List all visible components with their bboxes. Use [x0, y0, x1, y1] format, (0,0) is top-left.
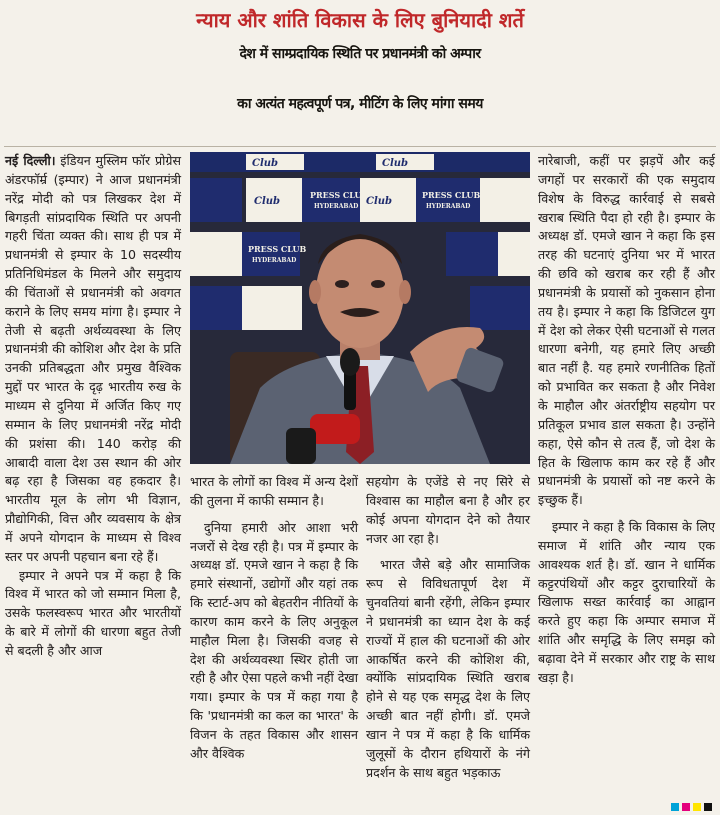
paragraph: दुनिया हमारी ओर आशा भरी नजरों से देख रही है। पत्र में इम्पार के अध्यक्ष डॉ. एमजे खान ने कहा है कि हमारे संस्थानों, उद्योगों और यहां तक कि स्टार्ट-अप को बेहतरीन नीतियों के कारण काम करने के लिए अनुकूल माहौल मिला है। जिसकी वजह से देश की अर्थव्यवस्था स्थिर होती जा रही है और ऐसा पहले कभी नहीं देखा गया। इम्पार के पत्र में कहा गया है कि 'प्रधानमंत्री का कल का भारत' के विजन के तहत विकास और शासन और वैश्विक — [190, 519, 358, 761]
article-column-2 — [190, 473, 358, 764]
headline-line-1: देश में साम्प्रदायिक स्थिति पर प्रधानमंत्री को अम्पार — [239, 46, 481, 62]
dateline: नई दिल्ली। — [5, 153, 56, 168]
paragraph: नारेबाजी, कहीं पर झड़पें और कई जगहों पर सरकारों की एक समुदाय विशेष के विरुद्ध कार्रवाई से सबसे खराब स्थिति पैदा हो रही है। इम्पार के अध्यक्ष डॉ. एमजे खान ने कहा कि इस तरह की घटनाएं दुनिया भर में भारत की छवि को खराब कर रही हैं और प्रधानमंत्री के प्रयासों को नुकसान होना तय है। इम्पार ने कहा कि डिजिटल युग में देश को लेकर ऐसी घटनाओं से गलत धारणा बनेगी, यह हमारे लिए अच्छी बात नहीं है. यह हमारे रणनीतिक हितों को प्रभावित कर सकता है और निवेश के माहौल और अंतर्राष्ट्रीय सहयोग पर प्रतिकूल प्रभाव डाल सकता है। उन्होंने कहा, ऐसे कौन से तत्व हैं, जो देश के हित के खिलाफ काम कर रहे हैं और प्रधानमंत्री के प्रयासों को नष्ट करने के इच्छुक हैं। — [538, 153, 715, 508]
press-conference-photo — [190, 152, 530, 464]
news-photo — [190, 152, 530, 464]
paragraph: सहयोग के एजेंडे से नए सिरे से विश्वास का माहौल बना है और हर कोई अपना योगदान देने को तैयार नजर आ रहा है। — [366, 474, 530, 546]
article-column-3 — [366, 473, 530, 783]
print-registration-marks — [671, 803, 712, 811]
backdrop-logo-text: Club — [254, 196, 281, 207]
paragraph: इम्पार ने कहा है कि विकास के लिए समाज में शांति और न्याय एक आवश्यक शर्त है। डॉ. खान ने धार्मिक कट्टरपंथियों और कट्टर दुराचारियों के खिलाफ सख्त कार्रवाई का आह्वान करते हुए कहा कि अम्पार समाज में शांति और समृद्धि के लिए समझ को बढ़ावा देने में सरकार और राष्ट्र के साथ खड़ा है। — [538, 519, 715, 685]
backdrop-text: PRESS CLUB — [422, 190, 481, 200]
backdrop-logo-text: Club — [366, 196, 393, 207]
magenta-mark — [682, 803, 690, 811]
article-column-1 — [5, 152, 181, 661]
backdrop-text: HYDERABAD — [426, 203, 471, 210]
paragraph: भारत जैसे बड़े और सामाजिक रूप से विविधतापूर्ण देश में चुनवतियां बानी रहेंगी, लेकिन इम्पार ने प्रधानमंत्री का ध्यान देश के कई राज्यों में हाल की घटनाओं की ओर आकर्षित करने की कोशिश की, क्योंकि सांप्रदायिक स्थिति खराब होने से यह एक समृद्ध देश के लिए अच्छी बात नहीं होगी। डॉ. एमजे खान ने पत्र में कहा है कि धार्मिक जुलूसों के दौरान हथियारों के नंगे प्रदर्शन के साथ बहुत भड़काऊ — [366, 557, 530, 780]
backdrop-text: PRESS CLUB — [248, 244, 307, 254]
backdrop-logo-text: Club — [382, 158, 409, 169]
backdrop-text: HYDERABAD — [252, 257, 297, 264]
yellow-mark — [693, 803, 701, 811]
backdrop-text: PRESS CLUB — [310, 190, 369, 200]
backdrop-logo-text: Club — [252, 158, 279, 169]
backdrop-text: HYDERABAD — [314, 203, 359, 210]
article-column-4 — [538, 152, 715, 688]
kicker: न्याय और शांति विकास के लिए बुनियादी शर्ते — [196, 8, 524, 32]
headline-divider — [4, 146, 716, 147]
headline-line-2: का अत्यंत महत्वपूर्ण पत्र, मीटिंग के लिए मांगा समय — [237, 96, 483, 112]
paragraph: भारत के लोगों का विश्व में अन्य देशों की तुलना में काफी सम्मान है। — [190, 474, 358, 508]
black-mark — [704, 803, 712, 811]
paragraph: इम्पार ने अपने पत्र में कहा है कि विश्व में भारत को जो सम्मान मिला है, उसके फलस्वरूप भारत और भारतीयों के बारे में लोगों की धारणा बहुत तेजी से बदली है और आज — [5, 567, 181, 658]
lead-paragraph: इंडियन मुस्लिम फॉर प्रोग्रेस अंडरफॉर्म्र (इम्पार) ने आज प्रधानमंत्री नरेंद्र मोदी को पत्र लिखकर देश में बिगड़ती सांप्रदायिक स्थिति पर अपनी गहरी चिंता व्यक्त की। साथ ही पत्र में प्रधानमंत्री से इम्पार के 10 सदस्यीय प्रतिनिधिमंडल के मिलने और समुदाय की चिंताओं से प्रधानमंत्री को अवगत कराने के लिए समय मांगा है। इम्पार ने तेजी से बढ़ती अर्थव्यवस्था के लिए प्रधानमंत्री की कोशिश और देश के प्रति उनकी प्रतिबद्धता और प्रमुख वैश्विक मुद्दों पर भारत के दृढ़ भारतीय रुख के माध्यम से दुनिया में अर्जित किए गए सम्मान के लिए प्रधानमंत्री नरेंद्र मोदी की प्रशंसा की। 140 करोड़ की आबादी वाला देश उस स्थान की ओर बढ़ रहा है जिसका वह हकदार है। भारतीय मूल के लोग भी विज्ञान, प्रौद्योगिकी, वित्त और व्यवसाय के क्षेत्र में अपने योगदान के माध्यम से विश्व स्तर पर अपनी पहचान बना रहे हैं। — [5, 153, 181, 564]
cyan-mark — [671, 803, 679, 811]
